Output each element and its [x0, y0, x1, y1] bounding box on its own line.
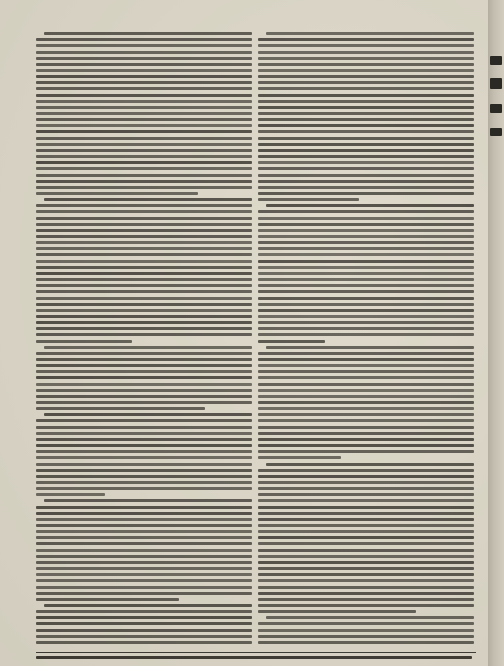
text-line [258, 174, 474, 177]
text-line [258, 278, 474, 281]
text-line [258, 604, 474, 607]
text-line [36, 432, 252, 435]
text-line [36, 63, 252, 66]
text-line [258, 561, 474, 564]
text-line [258, 641, 474, 644]
text-line [258, 512, 474, 515]
text-line [258, 186, 474, 189]
text-line [36, 586, 252, 589]
text-line [258, 333, 474, 336]
text-line [36, 383, 252, 386]
text-line [36, 549, 252, 552]
text-line [258, 44, 474, 47]
text-line [36, 143, 252, 146]
text-line [36, 87, 252, 90]
text-line [36, 100, 252, 103]
text-line [36, 272, 252, 275]
text-line [36, 112, 252, 115]
text-line [258, 241, 474, 244]
text-line [36, 364, 252, 367]
text-line [258, 260, 474, 263]
text-line [36, 124, 252, 127]
text-column-left [36, 32, 252, 644]
text-line [258, 321, 474, 324]
text-line [258, 235, 474, 238]
text-line [258, 87, 474, 90]
text-line [258, 549, 474, 552]
text-line [258, 419, 474, 422]
text-line [36, 278, 252, 281]
text-line [258, 370, 474, 373]
text-line [258, 94, 474, 97]
text-line [258, 598, 474, 601]
text-line [258, 622, 474, 625]
text-line [258, 210, 474, 213]
text-line [258, 253, 474, 256]
text-line [36, 561, 252, 564]
text-line [258, 63, 474, 66]
text-line [36, 426, 252, 429]
text-line [266, 346, 474, 349]
adjacent-page-glyph [490, 78, 502, 89]
text-line [36, 75, 252, 78]
text-line [36, 456, 252, 459]
text-line [36, 555, 252, 558]
text-line [258, 524, 474, 527]
text-line [36, 180, 252, 183]
text-line [258, 229, 474, 232]
text-line [258, 450, 474, 453]
text-line [36, 186, 252, 189]
text-line [258, 487, 474, 490]
text-line [36, 217, 252, 220]
text-line [36, 192, 198, 195]
text-line [36, 598, 179, 601]
text-line [36, 130, 252, 133]
text-line [36, 444, 252, 447]
text-line [258, 303, 474, 306]
text-line [44, 198, 252, 201]
footer-rule [36, 652, 476, 653]
text-line [36, 118, 252, 121]
text-line [36, 407, 205, 410]
text-line [258, 118, 474, 121]
text-line [258, 413, 474, 416]
text-line [258, 389, 474, 392]
text-line [266, 616, 474, 619]
adjacent-page-glyph [490, 128, 502, 136]
text-line [258, 407, 474, 410]
text-line [36, 635, 252, 638]
text-line [36, 204, 252, 207]
text-line [266, 32, 474, 35]
text-line [258, 444, 474, 447]
text-line [36, 161, 252, 164]
text-line [258, 586, 474, 589]
text-line [266, 463, 474, 466]
text-line [258, 51, 474, 54]
text-line [36, 450, 252, 453]
text-line [258, 432, 474, 435]
text-line [36, 106, 252, 109]
text-line [258, 610, 416, 613]
text-line [36, 493, 105, 496]
text-line [36, 616, 252, 619]
text-line [258, 130, 474, 133]
text-line [36, 303, 252, 306]
text-line [36, 463, 252, 466]
text-line [36, 266, 252, 269]
text-line [36, 395, 252, 398]
text-line [258, 272, 474, 275]
text-line [258, 143, 474, 146]
text-line [258, 57, 474, 60]
text-line [36, 469, 252, 472]
text-line [258, 192, 474, 195]
text-line [258, 518, 474, 521]
text-line [258, 198, 359, 201]
text-line [258, 297, 474, 300]
text-line [258, 383, 474, 386]
text-line [258, 469, 474, 472]
text-line [36, 321, 252, 324]
text-line [266, 204, 474, 207]
text-line [36, 260, 252, 263]
text-line [36, 309, 252, 312]
text-line [258, 106, 474, 109]
text-line [36, 352, 252, 355]
adjacent-page-edge [488, 0, 504, 666]
text-line [258, 340, 325, 343]
text-column-right [258, 32, 474, 644]
text-line [36, 376, 252, 379]
text-line [258, 266, 474, 269]
text-line [36, 81, 252, 84]
text-line [44, 413, 252, 416]
text-line [258, 180, 474, 183]
text-line [258, 217, 474, 220]
text-line [36, 174, 252, 177]
text-line [258, 247, 474, 250]
text-line [36, 370, 252, 373]
text-line [258, 223, 474, 226]
text-line [44, 499, 252, 502]
text-line [36, 235, 252, 238]
text-line [258, 536, 474, 539]
text-line [258, 579, 474, 582]
text-line [258, 155, 474, 158]
text-line [36, 487, 252, 490]
text-line [36, 567, 252, 570]
text-line [258, 81, 474, 84]
text-line [258, 161, 474, 164]
text-line [36, 481, 252, 484]
text-line [36, 419, 252, 422]
text-line [36, 389, 252, 392]
text-line [36, 94, 252, 97]
text-line [36, 241, 252, 244]
text-line [258, 358, 474, 361]
text-line [258, 592, 474, 595]
publisher-footer-line [36, 656, 472, 659]
text-line [36, 284, 252, 287]
text-line [258, 629, 474, 632]
text-line [36, 167, 252, 170]
text-line [36, 573, 252, 576]
text-line [258, 555, 474, 558]
text-line [36, 210, 252, 213]
text-line [36, 524, 252, 527]
text-line [258, 456, 341, 459]
text-line [258, 438, 474, 441]
text-line [258, 167, 474, 170]
text-line [36, 229, 252, 232]
text-line [36, 57, 252, 60]
text-line [258, 137, 474, 140]
text-line [36, 290, 252, 293]
text-line [258, 499, 474, 502]
text-line [36, 536, 252, 539]
adjacent-page-glyph [490, 104, 502, 113]
text-line [36, 137, 252, 140]
text-line [36, 622, 252, 625]
text-line [36, 401, 252, 404]
text-line [258, 426, 474, 429]
text-line [258, 506, 474, 509]
text-line [36, 592, 252, 595]
text-line [36, 512, 252, 515]
text-line [258, 401, 474, 404]
text-line [258, 493, 474, 496]
text-line [36, 438, 252, 441]
text-line [258, 352, 474, 355]
text-line [258, 481, 474, 484]
text-line [44, 604, 252, 607]
text-line [258, 315, 474, 318]
text-line [258, 38, 474, 41]
text-line [36, 358, 252, 361]
text-line [258, 376, 474, 379]
text-line [44, 346, 252, 349]
text-line [36, 530, 252, 533]
text-line [36, 579, 252, 582]
text-line [36, 475, 252, 478]
text-line [258, 542, 474, 545]
text-line [36, 223, 252, 226]
text-line [258, 635, 474, 638]
text-line [258, 149, 474, 152]
text-line [36, 333, 252, 336]
text-line [36, 38, 252, 41]
text-line [258, 100, 474, 103]
text-line [36, 297, 252, 300]
text-line [36, 247, 252, 250]
text-line [36, 253, 252, 256]
text-line [44, 32, 252, 35]
text-line [258, 327, 474, 330]
text-line [36, 340, 132, 343]
text-line [36, 629, 252, 632]
text-line [258, 475, 474, 478]
text-line [36, 327, 252, 330]
text-line [258, 124, 474, 127]
text-line [36, 44, 252, 47]
text-line [258, 573, 474, 576]
text-line [258, 75, 474, 78]
text-line [258, 284, 474, 287]
text-line [36, 641, 252, 644]
text-line [258, 364, 474, 367]
text-line [258, 290, 474, 293]
text-line [36, 69, 252, 72]
text-line [258, 530, 474, 533]
text-line [258, 395, 474, 398]
text-line [36, 518, 252, 521]
text-line [36, 149, 252, 152]
text-line [258, 309, 474, 312]
text-line [258, 69, 474, 72]
text-line [36, 506, 252, 509]
adjacent-page-glyph [490, 56, 502, 65]
text-line [36, 51, 252, 54]
text-line [258, 112, 474, 115]
text-line [36, 315, 252, 318]
text-line [36, 542, 252, 545]
text-line [36, 610, 252, 613]
text-line [258, 567, 474, 570]
text-line [36, 155, 252, 158]
